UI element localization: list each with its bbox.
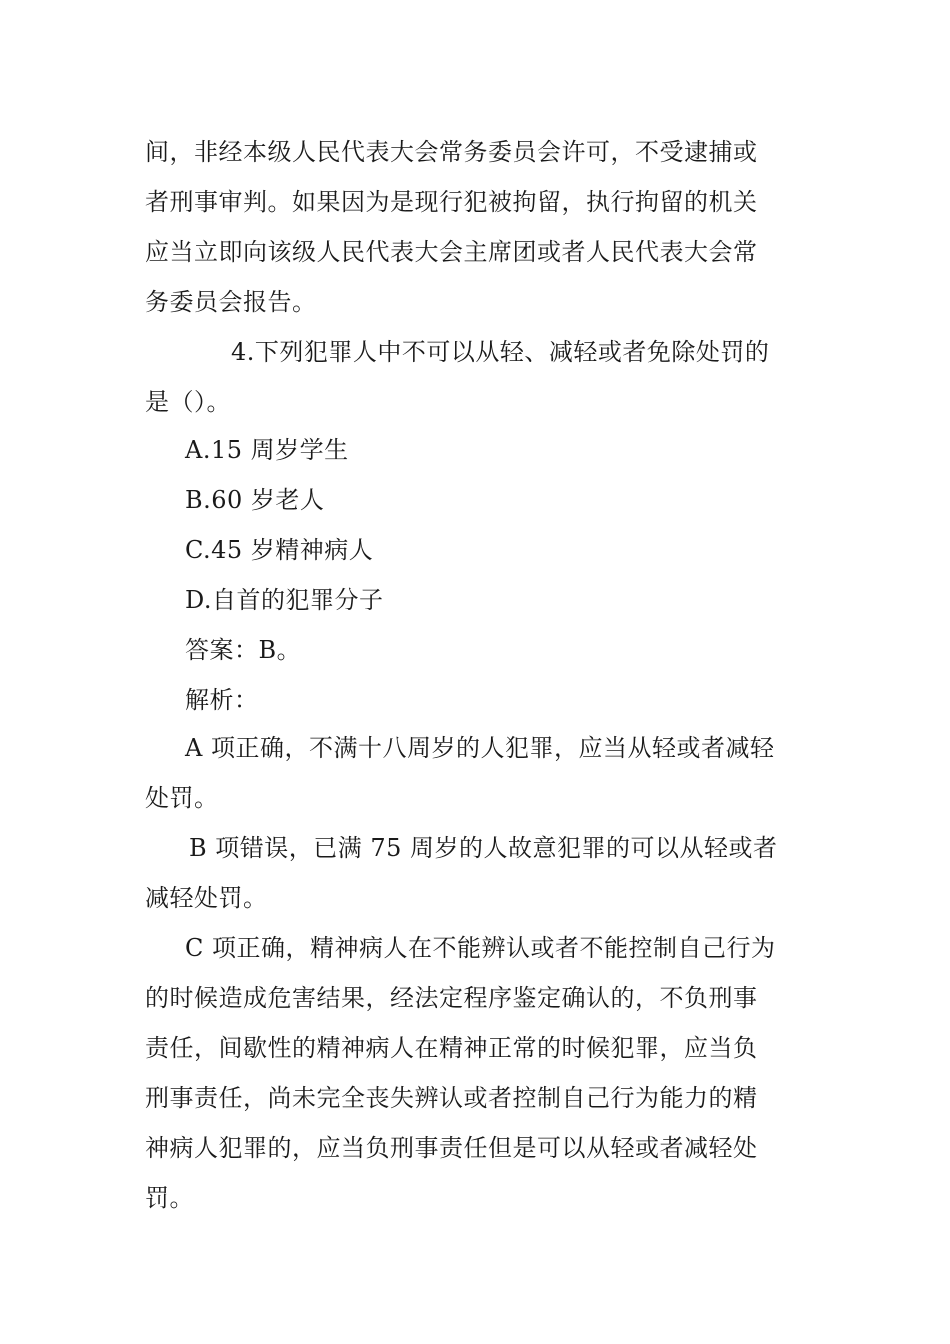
answer-text: 答案：B。 (185, 636, 302, 664)
text-line: 间，非经本级人民代表大会常务委员会许可，不受逮捕或 (145, 138, 758, 166)
question-line: 4.下列犯罪人中不可以从轻、减轻或者免除处罚的 (231, 338, 770, 366)
text-line: B 项错误，已满 75 周岁的人故意犯罪的可以从轻或者 (189, 834, 778, 862)
text-line: 处罚。 (145, 784, 219, 812)
text-line: 责任，间歇性的精神病人在精神正常的时候犯罪，应当负 (145, 1034, 758, 1062)
continued-paragraph (145, 127, 810, 327)
question-line: 是（）。 (145, 388, 231, 416)
text-line: 减轻处罚。 (145, 884, 268, 912)
text-line: 者刑事审判。如果因为是现行犯被拘留，执行拘留的机关 (145, 188, 758, 216)
text-line: 的时候造成危害结果，经法定程序鉴定确认的，不负刑事 (145, 984, 758, 1012)
option-b: B.60 岁老人 (185, 486, 325, 514)
question-options (185, 425, 785, 725)
text-line: 应当立即向该级人民代表大会主席团或者人民代表大会常 (145, 238, 758, 266)
question-stem (145, 327, 810, 427)
analysis-b (145, 823, 810, 923)
analysis-label: 解析： (185, 686, 259, 714)
text-line: C 项正确，精神病人在不能辨认或者不能控制自己行为 (185, 934, 776, 962)
text-line: 务委员会报告。 (145, 288, 317, 316)
option-a: A.15 周岁学生 (185, 436, 349, 464)
analysis-c (145, 923, 810, 1223)
text-line: 刑事责任，尚未完全丧失辨认或者控制自己行为能力的精 (145, 1084, 758, 1112)
analysis-a (145, 723, 810, 823)
text-line: 罚。 (145, 1184, 194, 1212)
text-line: A 项正确，不满十八周岁的人犯罪，应当从轻或者减轻 (185, 734, 775, 762)
option-c: C.45 岁精神病人 (185, 536, 374, 564)
text-line: 神病人犯罪的，应当负刑事责任但是可以从轻或者减轻处 (145, 1134, 758, 1162)
option-d: D.自首的犯罪分子 (185, 586, 384, 614)
